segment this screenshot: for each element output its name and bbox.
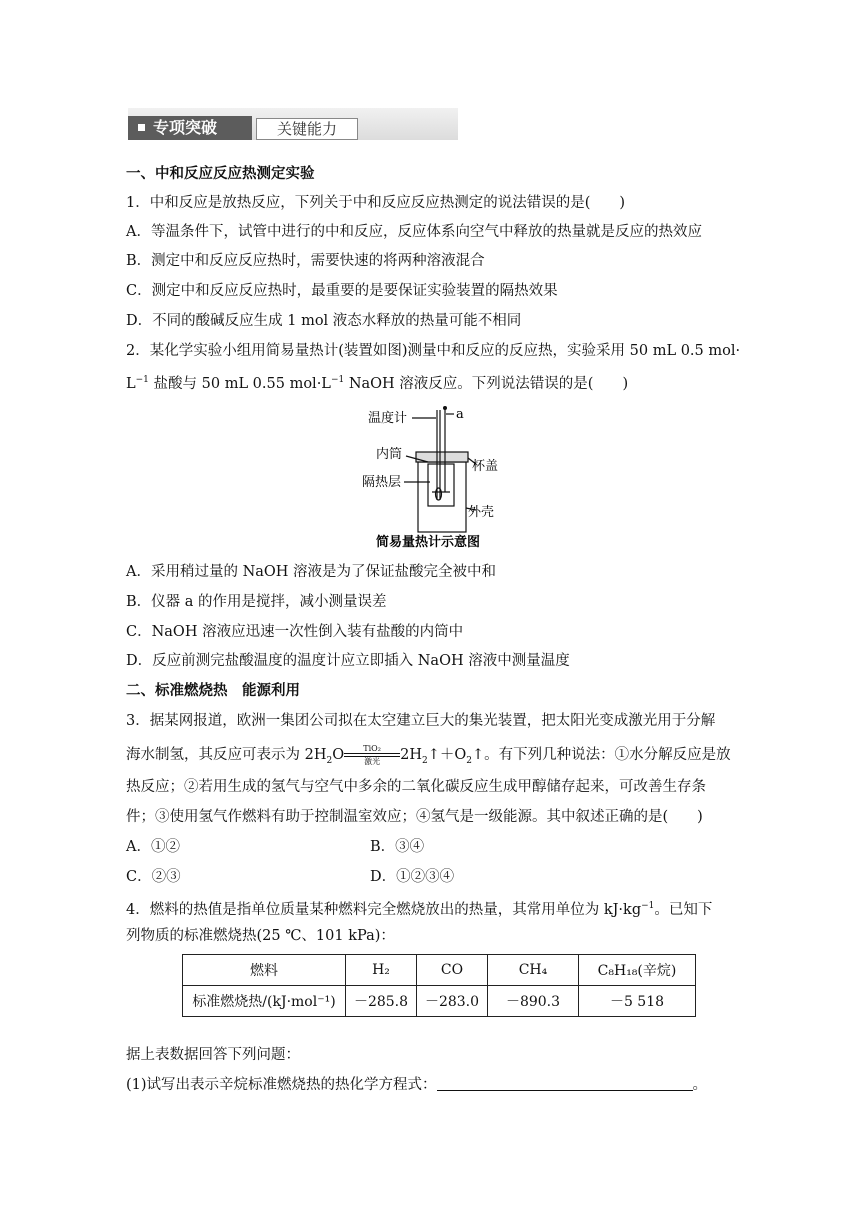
q2-option-b: B．仪器 a 的作用是搅拌，减小测量误差 bbox=[126, 594, 387, 610]
banner-title-text: 专项突破 bbox=[153, 118, 218, 137]
q4-sub1: (1)试写出表示辛烷标准燃烧热的热化学方程式： 。 bbox=[126, 1077, 708, 1093]
outer-shell bbox=[418, 462, 466, 532]
q2-option-a: A．采用稍过量的 NaOH 溶液是为了保证盐酸完全被中和 bbox=[126, 564, 497, 580]
table-cell: C₈H₁₈(辛烷) bbox=[579, 955, 696, 986]
q3-line4: 件；③使用氢气作燃料有助于控制温室效应；④氢气是一级能源。其中叙述正确的是( ) bbox=[126, 809, 703, 825]
q3-line3: 热反应；②若用生成的氢气与空气中多余的二氧化碳反应生成甲醇储存起来，可改善生存条 bbox=[126, 779, 706, 795]
table-row bbox=[183, 986, 696, 1017]
table-cell: 燃料 bbox=[183, 955, 346, 986]
table-cell: CO bbox=[417, 955, 488, 986]
table-cell: H₂ bbox=[346, 955, 417, 986]
banner-subtitle: 关键能力 bbox=[256, 118, 358, 140]
q3-line2: 海水制氢，其反应可表示为 $2H_2O$ TiO₂ 激光 $2H_2↑+O_2↑$。有下列几种说法：①水分解反应是放 bbox=[126, 744, 731, 766]
combustion-heat-table bbox=[182, 954, 696, 1017]
table-cell: －890.3 bbox=[488, 986, 579, 1017]
table-row bbox=[183, 955, 696, 986]
q1-option-d: D．不同的酸碱反应生成 1 mol 液态水释放的热量可能不相同 bbox=[126, 313, 522, 329]
q1-stem: 1．中和反应是放热反应，下列关于中和反应反应热测定的说法错误的是( ) bbox=[126, 195, 626, 211]
label-shell: 外壳 bbox=[468, 505, 495, 520]
q2-stem-line2: $L^{-1}$ 盐酸与 50 mL 0.55 $mol\cdot L^{-1}$ NaOH 溶液反应。下列说法错误的是( ) bbox=[126, 375, 629, 392]
table-cell: 标准燃烧热/(kJ·mol⁻¹) bbox=[183, 986, 346, 1017]
q2-option-d: D．反应前测完盐酸温度的温度计应立即插入 NaOH 溶液中测量温度 bbox=[126, 653, 570, 669]
q4-instruction: 据上表数据回答下列问题： bbox=[126, 1047, 300, 1063]
table-cell: －285.8 bbox=[346, 986, 417, 1017]
q3-option-c: C．②③ bbox=[126, 869, 181, 885]
label-a: a bbox=[456, 407, 464, 422]
answer-blank[interactable] bbox=[437, 1076, 693, 1091]
q3-option-a: A．①② bbox=[126, 839, 180, 855]
banner-title bbox=[128, 116, 252, 140]
label-inner: 内筒 bbox=[376, 447, 403, 462]
table-cell: －283.0 bbox=[417, 986, 488, 1017]
label-insulation: 隔热层 bbox=[362, 475, 402, 490]
q2-stem-line1: 2．某化学实验小组用简易量热计(装置如图)测量中和反应的反应热，实验采用 50 mL 0.5 mol· bbox=[126, 343, 741, 359]
table-cell: CH₄ bbox=[488, 955, 579, 986]
calorimeter-diagram bbox=[360, 404, 500, 550]
inner-cup bbox=[428, 464, 454, 506]
section-heading-1: 一、中和反应反应热测定实验 bbox=[126, 166, 315, 182]
label-lid: 杯盖 bbox=[472, 459, 499, 474]
diagram-caption: 简易量热计示意图 bbox=[376, 535, 481, 550]
section-banner bbox=[128, 108, 458, 140]
q1-option-c: C．测定中和反应反应热时，最重要的是要保证实验装置的隔热效果 bbox=[126, 283, 558, 299]
table-cell: －5 518 bbox=[579, 986, 696, 1017]
q1-option-b: B．测定中和反应反应热时，需要快速的将两种溶液混合 bbox=[126, 253, 485, 269]
section-heading-2: 二、标准燃烧热 能源利用 bbox=[126, 683, 300, 699]
square-icon bbox=[138, 124, 145, 131]
q4-line1: 4．燃料的热值是指单位质量某种燃料完全燃烧放出的热量，其常用单位为 $kJ\cdot kg^{-1}$。已知下 bbox=[126, 901, 713, 918]
q3-option-b: B．③④ bbox=[370, 839, 425, 855]
reaction-condition: TiO₂ 激光 bbox=[344, 744, 400, 766]
q3-option-d: D．①②③④ bbox=[370, 869, 455, 885]
label-thermometer: 温度计 bbox=[368, 411, 408, 426]
q2-option-c: C．NaOH 溶液应迅速一次性倒入装有盐酸的内筒中 bbox=[126, 624, 464, 640]
q4-line2: 列物质的标准燃烧热(25 ℃、101 kPa)： bbox=[126, 928, 395, 944]
q3-line1: 3．据某网报道，欧洲一集团公司拟在太空建立巨大的集光装置，把太阳光变成激光用于分解 bbox=[126, 713, 716, 729]
q1-option-a: A．等温条件下，试管中进行的中和反应，反应体系向空气中释放的热量就是反应的热效应 bbox=[126, 224, 702, 240]
